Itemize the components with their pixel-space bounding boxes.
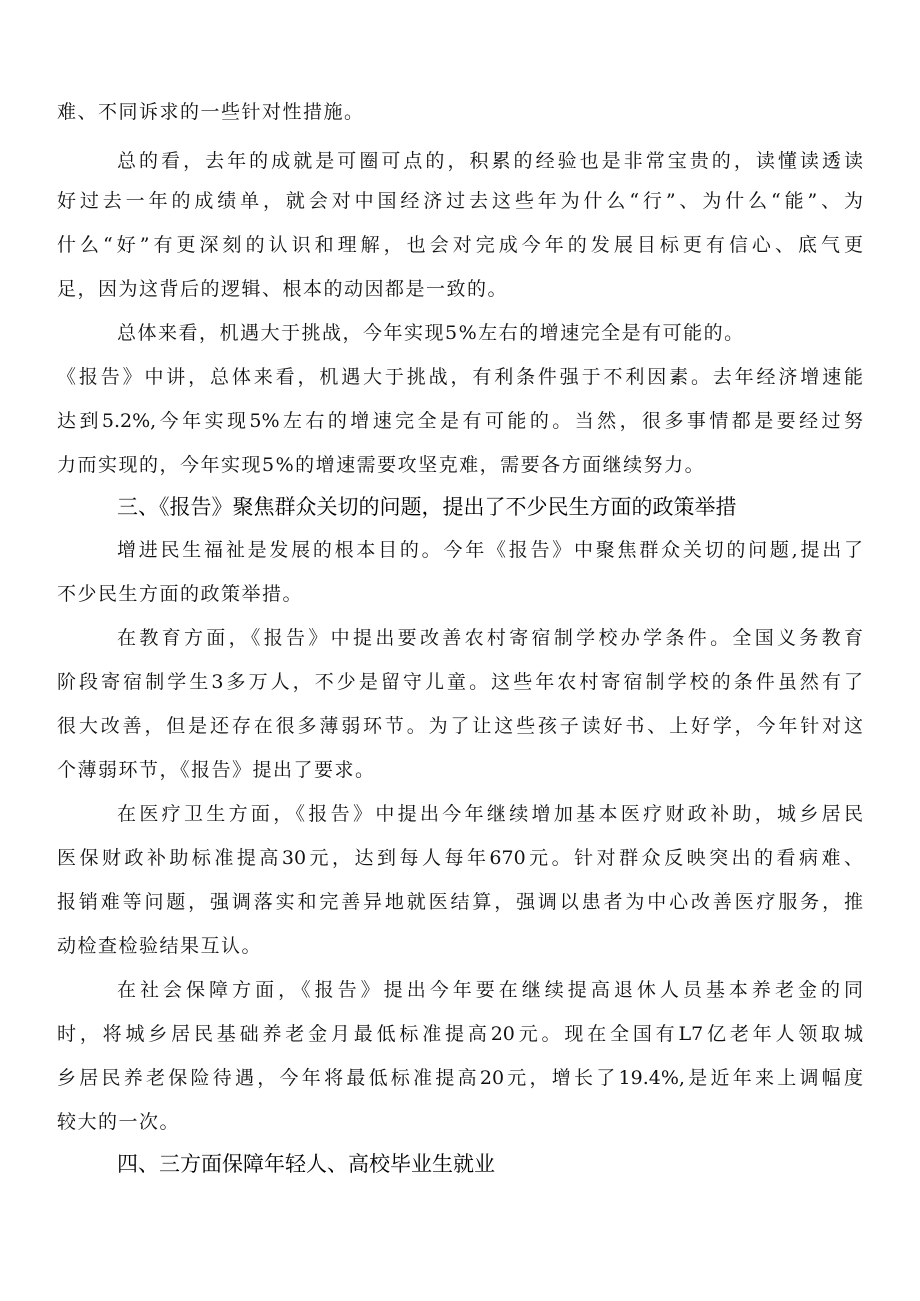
section-heading-3: 三、《报告》聚焦群众关切的问题，提出了不少民生方面的政策举措 xyxy=(117,495,737,519)
text-line: 不少民生方面的政策举措。 xyxy=(57,583,304,605)
text-line: 时，将城乡居民基础养老金月最低标准提高20元。现在全国有L7亿老年人领取城 xyxy=(57,1023,863,1045)
text-line: 医保财政补助标准提高30元，达到每人每年670元。针对群众反映突出的看病难、 xyxy=(57,847,863,869)
text-line: 在教育方面，《报告》中提出要改善农村寄宿制学校办学条件。全国义务教育 xyxy=(117,627,863,649)
text-line: 在医疗卫生方面，《报告》中提出今年继续增加基本医疗财政补助，城乡居民 xyxy=(117,803,863,825)
text-line: 总的看，去年的成就是可圈可点的，积累的经验也是非常宝贵的，读懂读透读 xyxy=(117,150,863,172)
text-line: 很大改善，但是还存在很多薄弱环节。为了让这些孩子读好书、上好学，今年针对这 xyxy=(57,715,863,737)
text-line: 难、不同诉求的一些针对性措施。 xyxy=(57,101,365,123)
text-line: 《报告》中讲，总体来看，机遇大于挑战，有利条件强于不利因素。去年经济增速能 xyxy=(57,366,863,388)
text-line: 阶段寄宿制学生3多万人，不少是留守儿童。这些年农村寄宿制学校的条件虽然有了 xyxy=(57,671,863,693)
text-line: 达到5.2%,今年实现5%左右的增速完全是有可能的。当然，很多事情都是要经过努 xyxy=(57,410,863,432)
text-line: 增进民生福祉是发展的根本目的。今年《报告》中聚焦群众关切的问题,提出了 xyxy=(117,539,863,561)
text-line: 动检查检验结果互认。 xyxy=(57,935,263,957)
text-line: 较大的一次。 xyxy=(57,1111,181,1133)
text-line: 报销难等问题，强调落实和完善异地就医结算，强调以患者为中心改善医疗服务，推 xyxy=(57,891,863,913)
section-heading-4: 四、三方面保障年轻人、高校毕业生就业 xyxy=(117,1152,495,1176)
text-line: 个薄弱环节，《报告》提出了要求。 xyxy=(57,759,376,781)
text-line: 好过去一年的成绩单，就会对中国经济过去这些年为什么“行”、为什么“能”、为 xyxy=(57,190,863,212)
text-line: 力而实现的，今年实现5%的增速需要攻坚克难，需要各方面继续努力。 xyxy=(57,454,706,476)
text-line: 总体来看，机遇大于挑战，今年实现5%左右的增速完全是有可能的。 xyxy=(117,322,745,344)
text-line: 在社会保障方面，《报告》提出今年要在继续提高退休人员基本养老金的同 xyxy=(117,979,863,1001)
text-line: 足，因为这背后的逻辑、根本的动因都是一致的。 xyxy=(57,278,509,300)
text-line: 乡居民养老保险待遇，今年将最低标准提高20元，增长了19.4%,是近年来上调幅度 xyxy=(57,1067,863,1089)
text-line: 什么“好”有更深刻的认识和理解，也会对完成今年的发展目标更有信心、底气更 xyxy=(57,234,863,256)
